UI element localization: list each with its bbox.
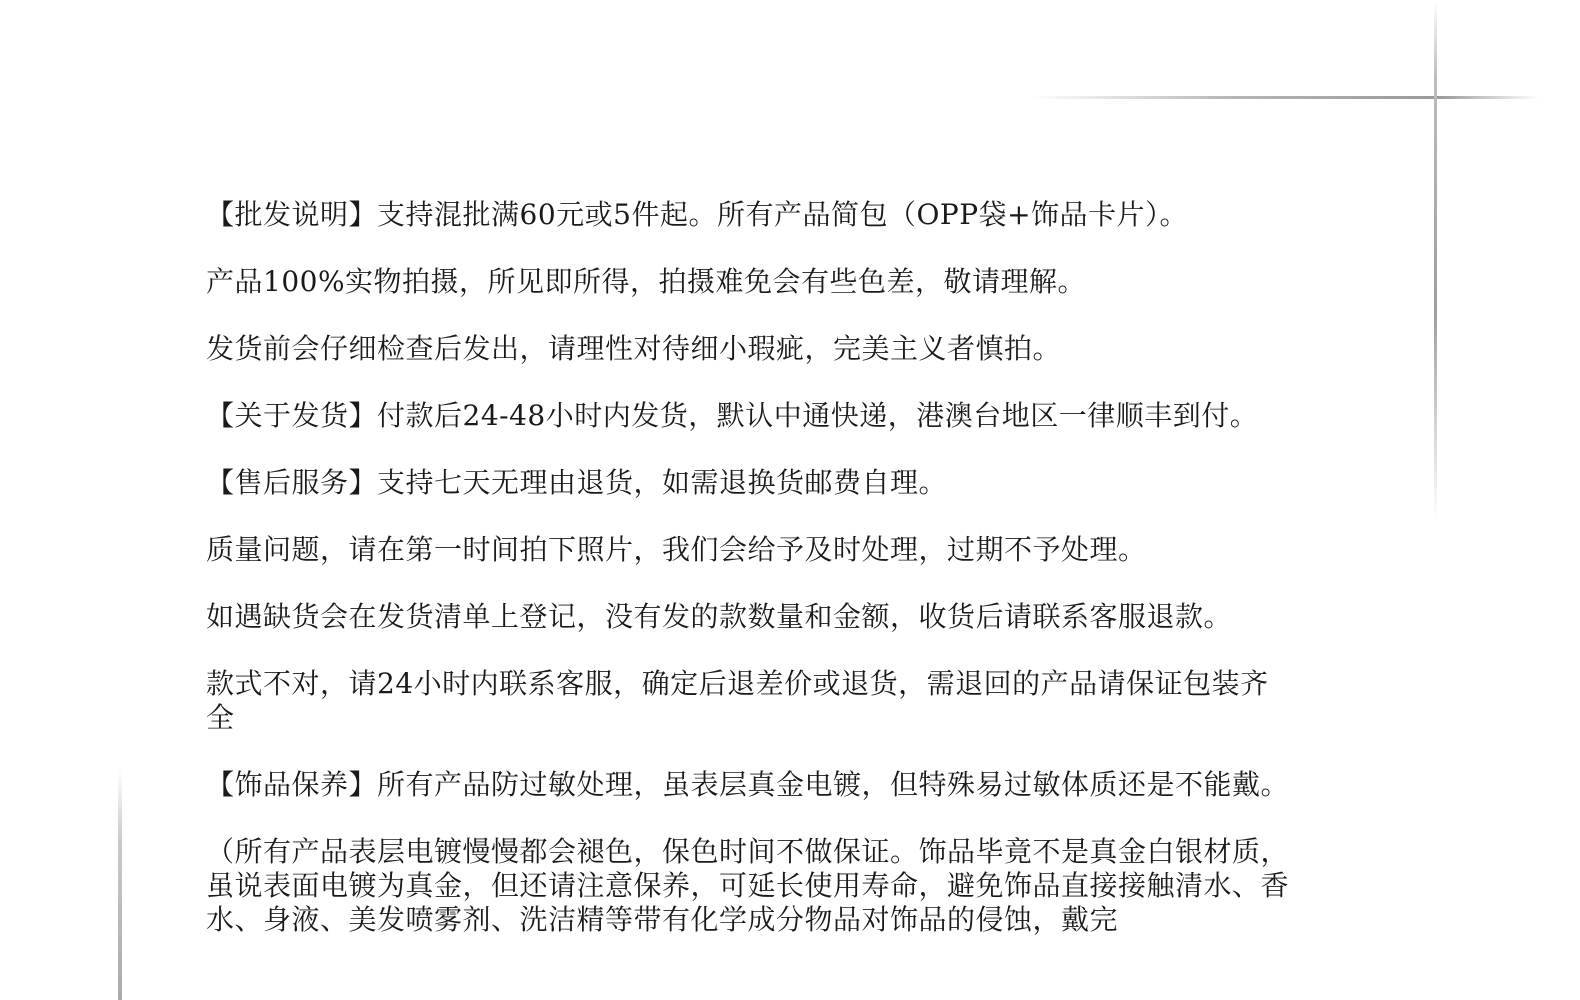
- crop-line-horizontal: [1030, 96, 1540, 99]
- out-of-stock-paragraph: 如遇缺货会在发货清单上登记，没有发的款数量和金额，收货后请联系客服退款。: [206, 600, 1233, 633]
- shipping-info-paragraph: 【关于发货】付款后24-48小时内发货，默认中通快递，港澳台地区一律顺丰到付。: [206, 399, 1259, 432]
- crop-line-vertical-left: [118, 770, 122, 1000]
- crop-line-vertical-right: [1434, 0, 1437, 520]
- wrong-style-paragraph: 款式不对，请24小时内联系客服，确定后退差价或退货，需退回的产品请保证包装齐全: [206, 667, 1269, 734]
- plating-note-paragraph: （所有产品表层电镀慢慢都会褪色，保色时间不做保证。饰品毕竟不是真金白银材质，虽说表面电镀为真金，但还请注意保养，可延长使用寿命，避免饰品直接接触清水、香水、身液、美发喷雾剂、洗洁精等带有化学成分物品对饰品的侵蚀，戴完: [206, 835, 1290, 936]
- after-sales-paragraph: 【售后服务】支持七天无理由退货，如需退换货邮费自理。: [206, 466, 948, 499]
- quality-issue-paragraph: 质量问题，请在第一时间拍下照片，我们会给予及时处理，过期不予处理。: [206, 533, 1147, 566]
- photo-note-paragraph: 产品100%实物拍摄，所见即所得，拍摄难免会有些色差，敬请理解。: [206, 265, 1087, 298]
- inspection-note-paragraph: 发货前会仔细检查后发出，请理性对待细小瑕疵，完美主义者慎拍。: [206, 332, 1062, 365]
- store-policy-text: [206, 198, 1296, 970]
- wholesale-info-paragraph: 【批发说明】支持混批满60元或5件起。所有产品简包（OPP袋+饰品卡片）。: [206, 198, 1189, 231]
- jewelry-care-paragraph: 【饰品保养】所有产品防过敏处理，虽表层真金电镀，但特殊易过敏体质还是不能戴。: [206, 768, 1290, 801]
